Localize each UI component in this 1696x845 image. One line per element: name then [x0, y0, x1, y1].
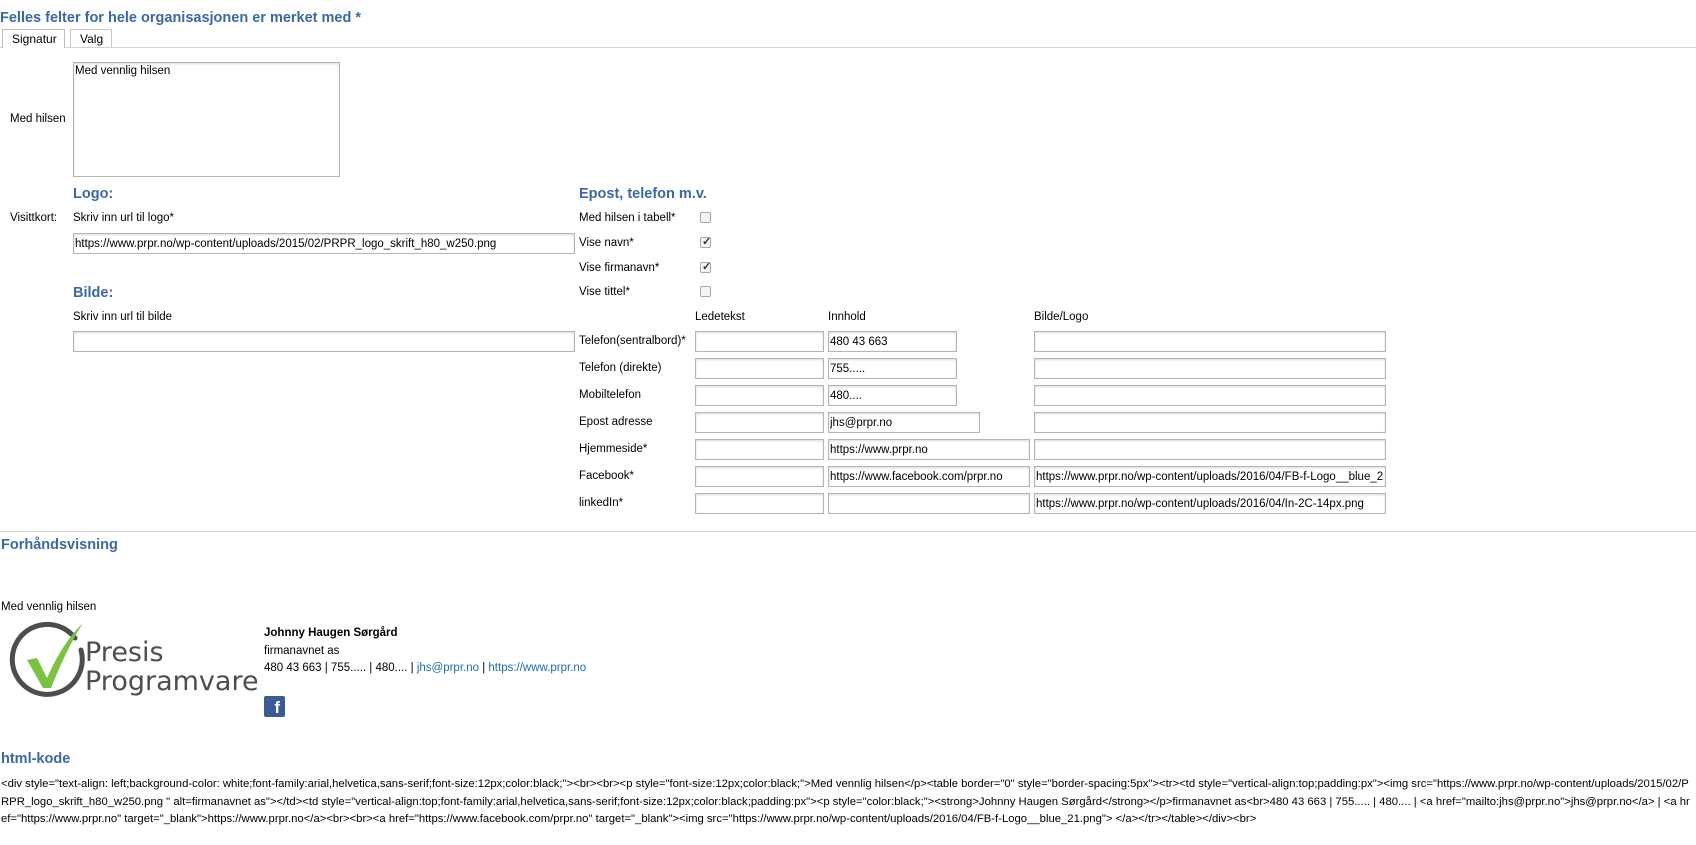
preview-name: Johnny Haugen Sørgård: [264, 627, 398, 639]
col-header-bilde-logo: Bilde/Logo: [1034, 311, 1089, 323]
col-header-innhold: Innhold: [828, 311, 866, 323]
vise-navn-checkbox[interactable]: [700, 237, 711, 248]
row-label-linkedin: linkedIn*: [579, 497, 624, 509]
ledetekst-input[interactable]: [695, 412, 824, 433]
facebook-icon[interactable]: f: [264, 696, 285, 717]
row-label-telefon-sentralbord: Telefon(sentralbord)*: [579, 335, 686, 347]
html-code-text: <div style="text-align: left;background-color: white;font-family:arial,helvetica,sans-serif;font-size:12px;color:black;"><br><br><p style="font-size:12px;color:black;">Med vennlig hilsen</p><table border="0" style="border-spacing:5px"><tr><td style="vertical-align:top;padding:px"><img src="https://www.prpr.no/wp-content/uploads/2015/02/PRPR_logo_skrift_h80_w250.png " alt=firmanavnet as"></td><td style="vertical-align:top;font-family:arial,helvetica,sans-serif;font-size:12px;color:black;padding:px"><p style="color:black;"><strong>Johnny Haugen Sørgård</strong></p>firmanavnet as<br>480 43 663 | 755..... | 480.... | <a href="mailto:jhs@prpr.no">jhs@prpr.no</a> | <a href="https://www.prpr.no" target="_blank">https://www.prpr.no</a><br><br><a href="https://www.facebook.com/prpr.no" target="_blank"><img src="https://www.prpr.no/wp-content/uploads/2016/04/FB-f-Logo__blue_21.png"> </a></tr></table></div><br>: [1, 778, 1690, 825]
row-label-facebook: Facebook*: [579, 470, 634, 482]
row-label-mobiltelefon: Mobiltelefon: [579, 389, 642, 401]
med-hilsen-label: Med hilsen: [10, 113, 66, 125]
innhold-input[interactable]: [828, 385, 957, 406]
preview-email-link[interactable]: jhs@prpr.no: [416, 662, 480, 674]
checkbox-label-med-hilsen-tabell: Med hilsen i tabell*: [579, 212, 676, 224]
section-divider: [0, 531, 1696, 532]
visittkort-label: Visittkort:: [10, 212, 58, 224]
ledetekst-input[interactable]: [695, 331, 824, 352]
page-title: Felles felter for hele organisasjonen er merket med *: [0, 10, 362, 26]
checkmark-icon: ✓: [702, 261, 712, 273]
ledetekst-input[interactable]: [695, 466, 824, 487]
vise-tittel-checkbox[interactable]: [700, 286, 711, 297]
bilde-logo-input[interactable]: [1034, 439, 1386, 460]
logo-url-input[interactable]: [73, 233, 575, 254]
innhold-input[interactable]: [828, 358, 957, 379]
preview-greeting: Med vennlig hilsen: [1, 601, 97, 613]
vise-firmanavn-checkbox[interactable]: [700, 262, 711, 273]
med-hilsen-textarea[interactable]: [73, 62, 340, 177]
innhold-input[interactable]: [828, 331, 957, 352]
logo-heading: Logo:: [73, 186, 114, 202]
med-hilsen-tabell-checkbox[interactable]: [700, 212, 711, 223]
preview-pipe: |: [479, 662, 489, 674]
row-label-hjemmeside: Hjemmeside*: [579, 443, 648, 455]
tab-signatur[interactable]: Signatur: [2, 29, 65, 48]
preview-contact-text: 480 43 663 | 755..... | 480.... |: [264, 662, 417, 674]
html-code-heading: html-kode: [1, 751, 71, 767]
checkbox-label-vise-navn: Vise navn*: [579, 237, 634, 249]
preview-web-link[interactable]: https://www.prpr.no: [488, 662, 587, 674]
bilde-url-label: Skriv inn url til bilde: [73, 311, 173, 323]
logo-word-presis: Presis: [85, 637, 164, 668]
bilde-heading: Bilde:: [73, 285, 114, 301]
ledetekst-input[interactable]: [695, 385, 824, 406]
bilde-logo-input[interactable]: [1034, 466, 1386, 487]
checkmark-icon: ✓: [702, 236, 712, 248]
col-header-ledetekst: Ledetekst: [695, 311, 745, 323]
bilde-logo-input[interactable]: [1034, 358, 1386, 379]
bilde-logo-input[interactable]: [1034, 385, 1386, 406]
ledetekst-input[interactable]: [695, 439, 824, 460]
preview-heading: Forhåndsvisning: [1, 537, 118, 553]
checkbox-label-vise-firmanavn: Vise firmanavn*: [579, 262, 660, 274]
bilde-logo-input[interactable]: [1034, 412, 1386, 433]
tab-divider: [0, 47, 1696, 48]
bilde-logo-input[interactable]: [1034, 493, 1386, 514]
innhold-input[interactable]: [828, 493, 1030, 514]
presis-logo-graphic: [5, 620, 258, 700]
bilde-logo-input[interactable]: [1034, 331, 1386, 352]
preview-company: firmanavnet as: [264, 645, 340, 657]
row-label-epost-adresse: Epost adresse: [579, 416, 653, 428]
epost-heading: Epost, telefon m.v.: [579, 186, 707, 202]
checkbox-label-vise-tittel: Vise tittel*: [579, 286, 630, 298]
tab-valg[interactable]: Valg: [70, 29, 112, 47]
preview-contact-line: [264, 662, 586, 674]
innhold-input[interactable]: [828, 439, 1030, 460]
company-logo: [5, 620, 258, 700]
logo-word-programvare: Programvare: [85, 666, 258, 697]
row-label-telefon-direkte: Telefon (direkte): [579, 362, 662, 374]
innhold-input[interactable]: [828, 412, 980, 433]
innhold-input[interactable]: [828, 466, 1030, 487]
ledetekst-input[interactable]: [695, 358, 824, 379]
bilde-url-input[interactable]: [73, 331, 575, 352]
logo-url-label: Skriv inn url til logo*: [73, 212, 174, 224]
ledetekst-input[interactable]: [695, 493, 824, 514]
